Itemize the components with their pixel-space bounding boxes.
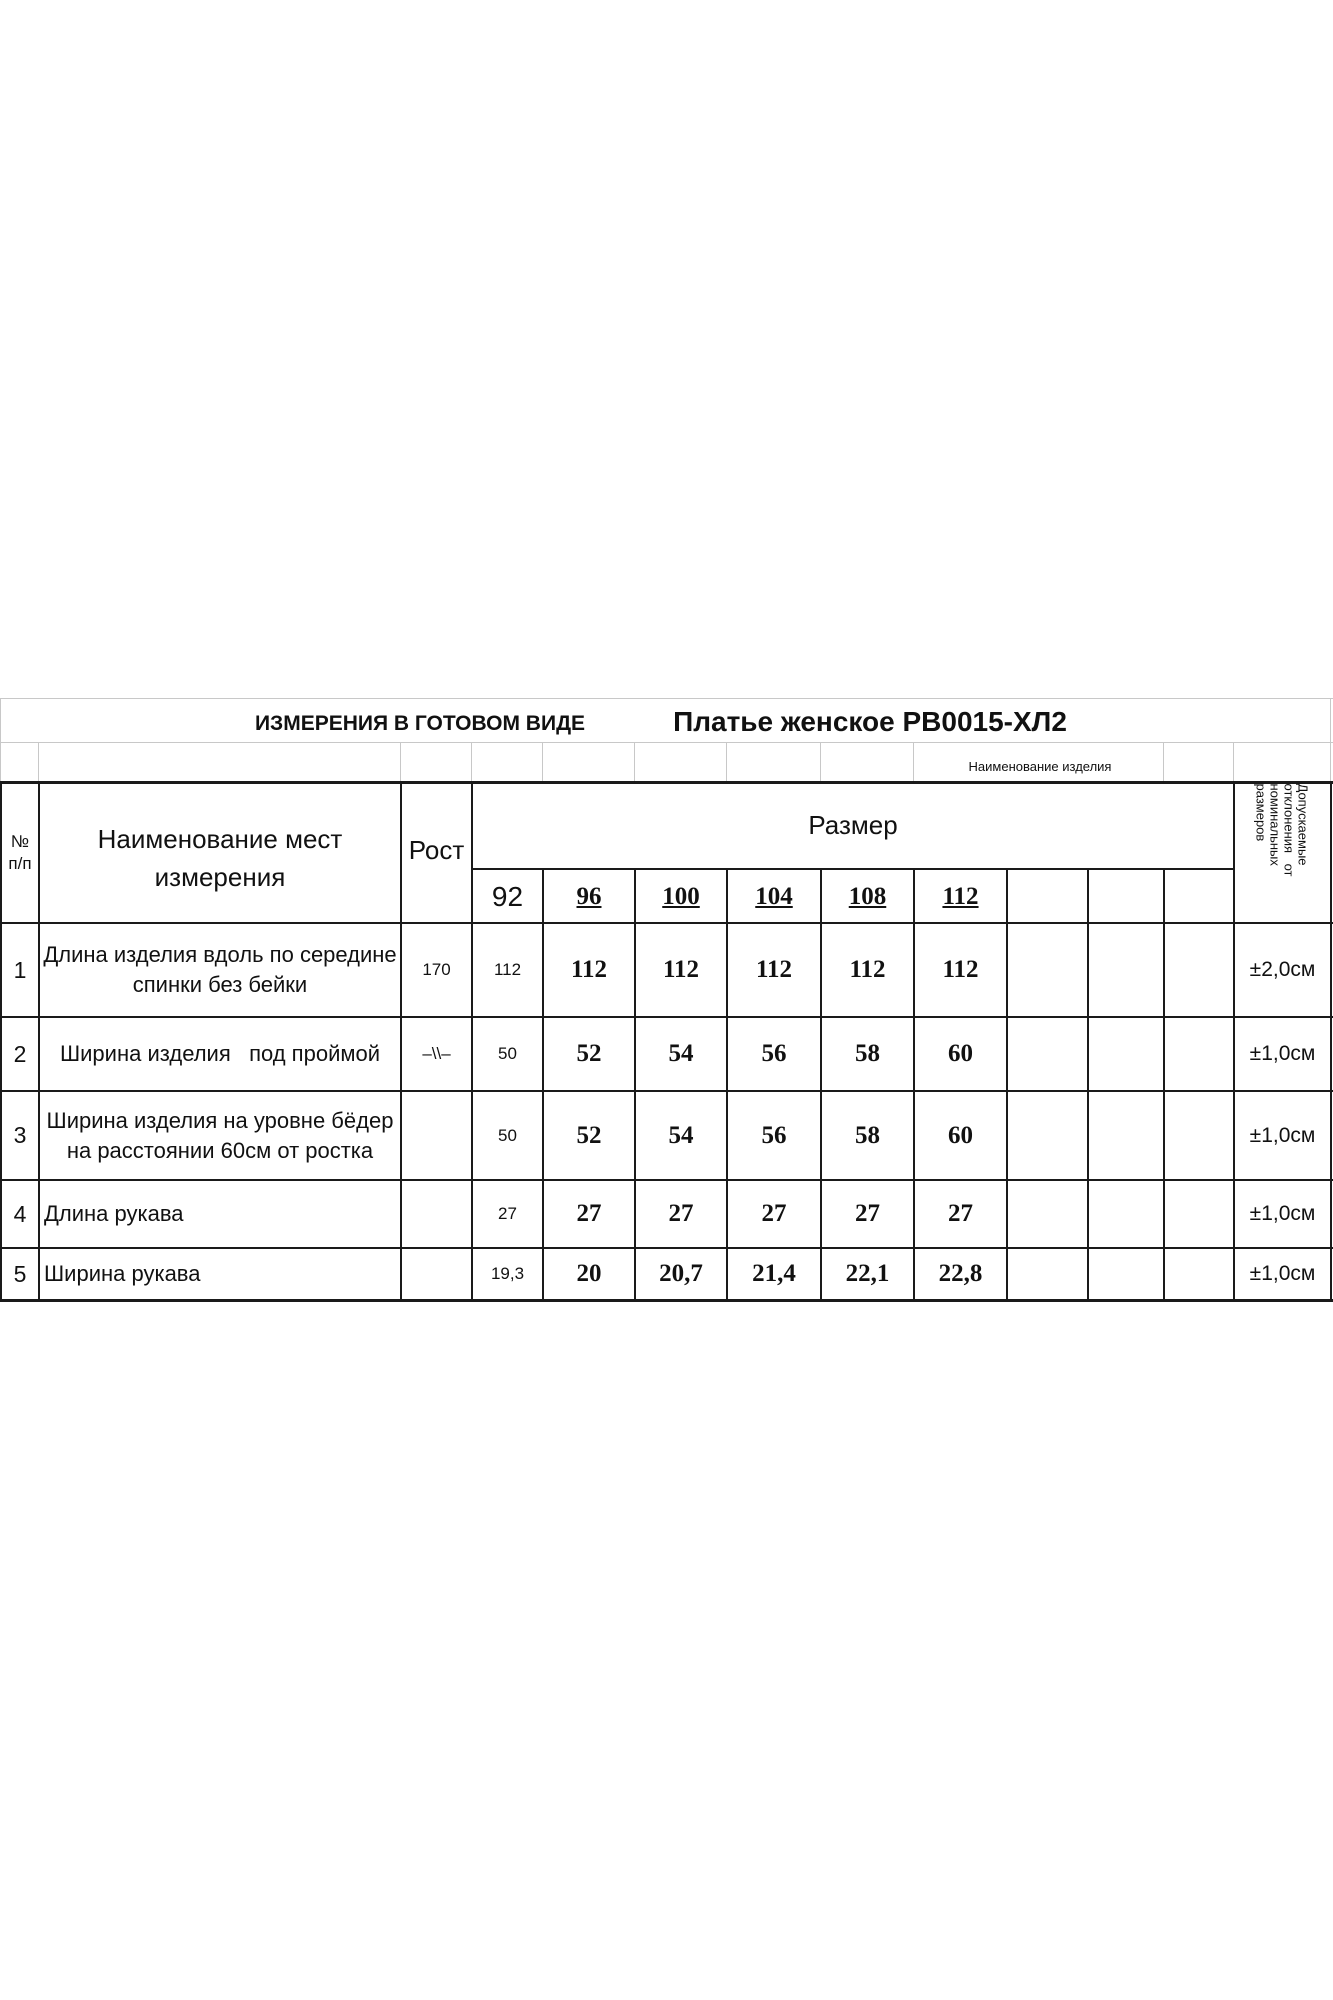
cell-value: 52 xyxy=(576,1121,602,1149)
grid-line xyxy=(820,742,821,783)
cell-value: 22,8 xyxy=(938,1260,983,1287)
product-title: Платье женское РВ0015-ХЛ2 xyxy=(673,706,1067,737)
grid-line xyxy=(1233,742,1234,783)
col-line xyxy=(1006,869,1008,1302)
cell-value: 56 xyxy=(761,1121,787,1149)
cell-value: 20 xyxy=(576,1260,602,1287)
row-number: 3 xyxy=(13,1122,27,1148)
row-tolerance: ±2,0см xyxy=(1249,958,1316,981)
tolerance-header: Допускаемые отклонения от номинальных размеров xyxy=(1253,783,1310,876)
row-tolerance: ±1,0см xyxy=(1249,1262,1316,1285)
product-caption: Наименование изделия xyxy=(968,758,1112,774)
size-108: 108 xyxy=(848,882,887,910)
cell-value: 22,1 xyxy=(845,1260,890,1287)
row-tolerance: ±1,0см xyxy=(1249,1123,1316,1147)
row-height xyxy=(402,1249,471,1299)
row-height xyxy=(402,1181,471,1247)
row-tolerance: ±1,0см xyxy=(1249,1042,1316,1065)
cell-value: 58 xyxy=(855,1040,880,1067)
grid-line xyxy=(0,698,1,783)
measurements-title: ИЗМЕРЕНИЯ В ГОТОВОМ ВИДЕ xyxy=(254,712,586,735)
cell-value: 27 xyxy=(668,1200,694,1227)
row-label: Длина изделия вдоль по середине спинки без бейки xyxy=(43,942,397,997)
row-tolerance: ±1,0см xyxy=(1249,1202,1316,1225)
grid-line xyxy=(726,742,727,783)
cell-value: 52 xyxy=(576,1040,602,1067)
col-line xyxy=(1330,782,1332,1302)
col-line xyxy=(1087,869,1089,1302)
size-header: Размер xyxy=(808,809,898,840)
row-height: –\\– xyxy=(422,1044,451,1063)
grid-line xyxy=(400,742,401,783)
cell-value: 20,7 xyxy=(659,1260,703,1287)
row-label: Ширина изделия под проймой xyxy=(59,1041,381,1066)
size-subheader-line xyxy=(471,868,1233,870)
size-104: 104 xyxy=(755,882,793,910)
number-header: № п/п xyxy=(8,832,32,873)
col-line xyxy=(1163,869,1165,1302)
size-100: 100 xyxy=(662,882,700,910)
cell-value: 27 xyxy=(498,1204,517,1223)
grid-line xyxy=(913,742,914,783)
size-96: 96 xyxy=(576,882,602,910)
name-header: Наименование мест измерения xyxy=(97,824,343,892)
cell-value: 112 xyxy=(662,956,700,983)
grid-line xyxy=(1330,698,1331,783)
grid-line xyxy=(542,742,543,783)
row-label: Ширина рукава xyxy=(44,1261,201,1286)
size-chart-sheet xyxy=(0,698,1333,1302)
row-number: 2 xyxy=(13,1040,27,1067)
size-92: 92 xyxy=(491,880,524,912)
cell-value: 27 xyxy=(855,1200,880,1227)
row-number: 1 xyxy=(13,956,27,983)
cell-value: 50 xyxy=(498,1125,517,1145)
cell-value: 60 xyxy=(948,1121,973,1149)
cell-value: 19,3 xyxy=(490,1264,525,1283)
row-number: 4 xyxy=(13,1200,27,1227)
cell-value: 27 xyxy=(948,1200,973,1227)
table-border-bottom xyxy=(0,1299,1333,1302)
row-height xyxy=(402,1092,471,1179)
cell-value: 50 xyxy=(498,1044,517,1063)
cell-value: 54 xyxy=(668,1040,694,1067)
cell-value: 112 xyxy=(849,956,886,983)
grid-line xyxy=(0,742,1333,743)
row-number: 5 xyxy=(13,1260,27,1287)
cell-value: 27 xyxy=(761,1200,787,1227)
cell-value: 60 xyxy=(948,1040,973,1067)
cell-value: 27 xyxy=(576,1200,602,1227)
row-label: Ширина изделия на уровне бёдер на расстоянии 60см от ростка xyxy=(46,1107,394,1163)
cell-value: 112 xyxy=(493,960,522,979)
cell-value: 112 xyxy=(755,956,793,983)
cell-value: 21,4 xyxy=(752,1260,796,1287)
grid-line xyxy=(471,742,472,783)
table-border-top xyxy=(0,781,1333,784)
grid-line xyxy=(1163,742,1164,783)
grid-line xyxy=(0,698,1333,699)
grid-line xyxy=(634,742,635,783)
cell-value: 112 xyxy=(942,956,979,983)
cell-value: 56 xyxy=(761,1040,787,1067)
height-header: Рост xyxy=(408,834,465,865)
size-112: 112 xyxy=(942,882,979,910)
grid-line xyxy=(38,742,39,783)
row-height: 170 xyxy=(422,960,451,979)
cell-value: 58 xyxy=(855,1121,880,1149)
cell-value: 112 xyxy=(570,956,608,983)
row-label: Длина рукава xyxy=(44,1201,184,1226)
cell-value: 54 xyxy=(668,1121,694,1149)
